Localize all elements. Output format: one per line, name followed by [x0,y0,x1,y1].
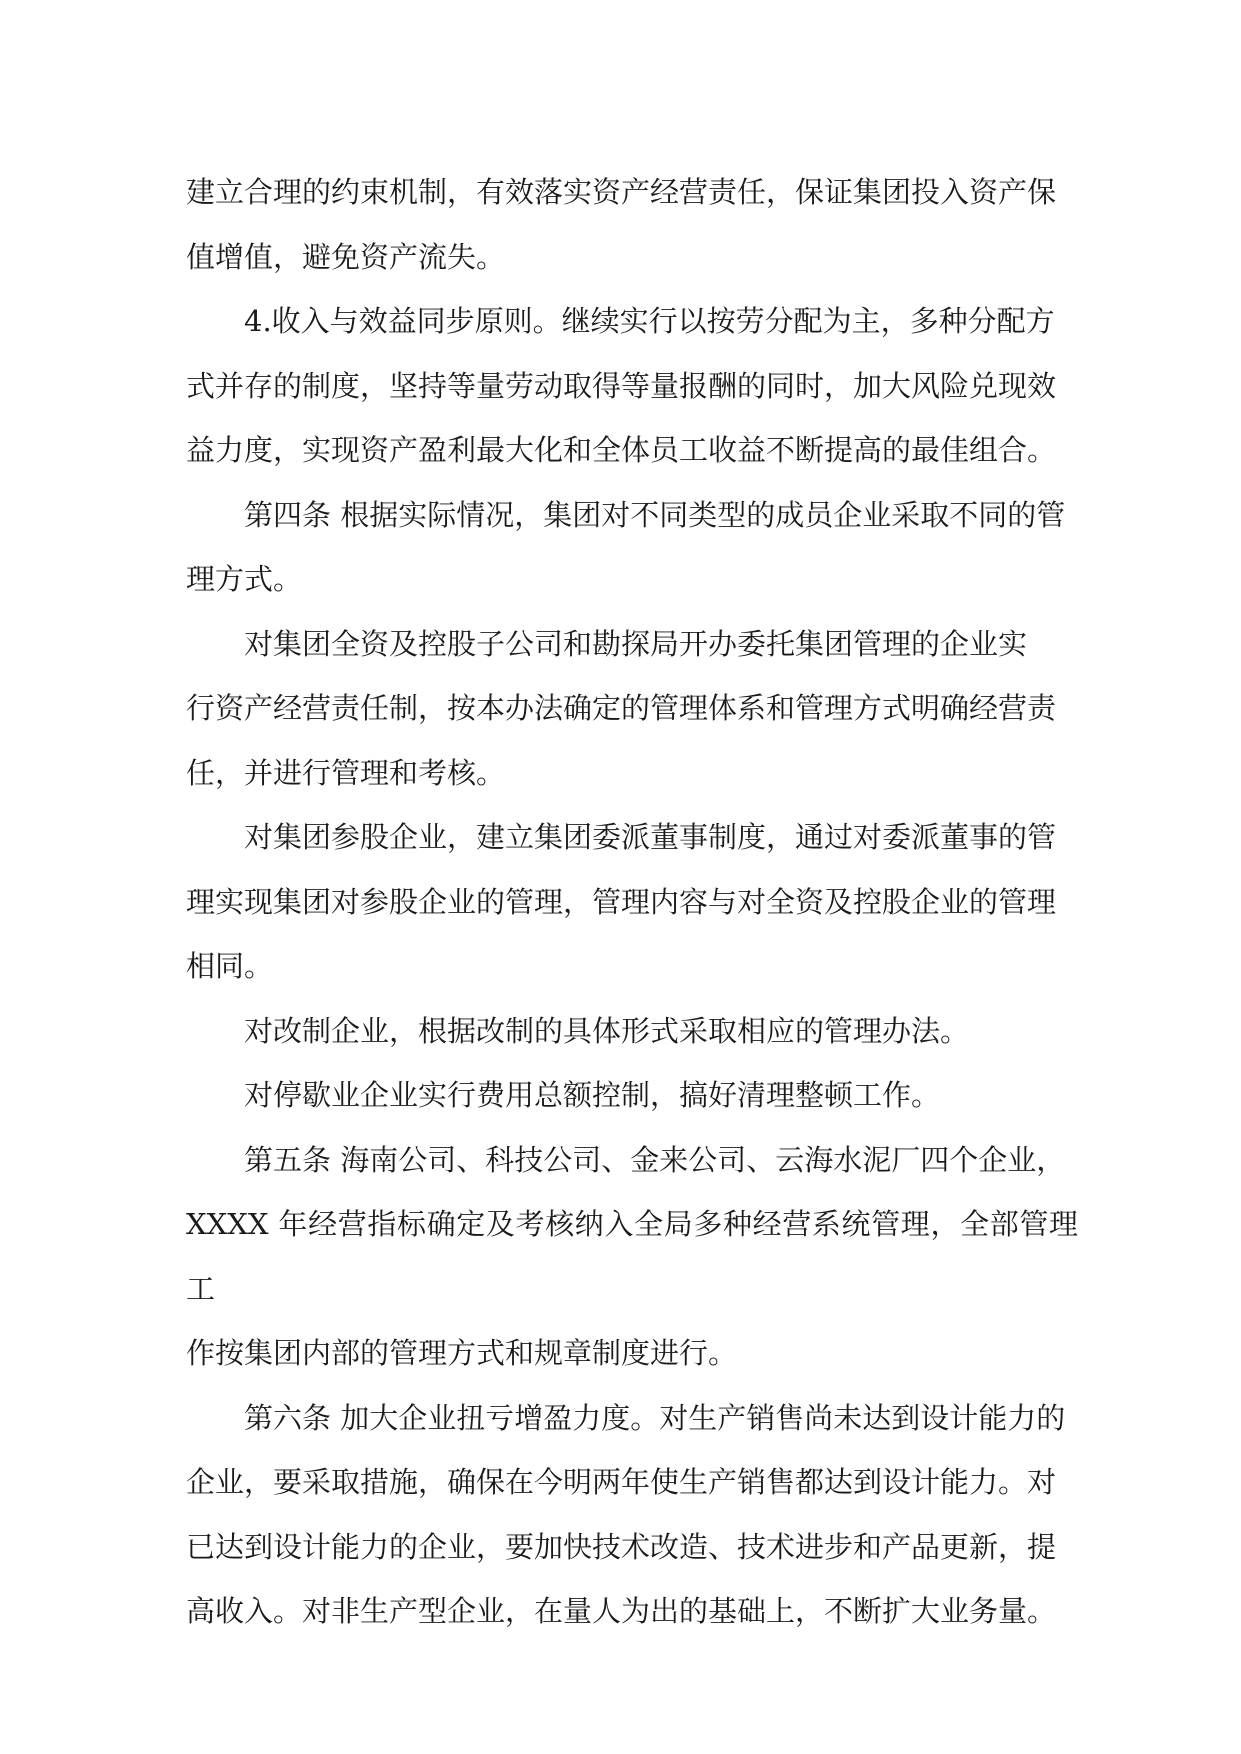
document-body [186,160,1078,1644]
paragraph: 4.收入与效益同步原则。继续实行以按劳分配为主，多种分配方 式并存的制度，坚持等量劳动取得等量报酬的同时，加大风险兑现效 益力度，实现资产盈利最大化和全体员工收益不断提高的最佳组合。 [186,304,1057,467]
paragraph: 对改制企业，根据改制的具体形式采取相应的管理办法。 [244,1013,970,1048]
paragraph: 对停歇业企业实行费用总额控制，搞好清理整顿工作。 [244,1078,941,1112]
paragraph: 对集团全资及控股子公司和勘探局开办委托集团管理的企业实 行资产经营责任制，按本办法确定的管理体系和管理方式明确经营责 任，并进行管理和考核。 [186,626,1057,790]
paragraph: 第四条 根据实际情况，集团对不同类型的成员企业采取不同的管 理方式。 [186,497,1066,596]
paragraph: 建立合理的约束机制，有效落实资产经营责任，保证集团投入资产保 值增值，避免资产流失。 [186,175,1057,274]
paragraph: 对集团参股企业，建立集团委派董事制度，通过对委派董事的管 理实现集团对参股企业的管理，管理内容与对全资及控股企业的管理 相同。 [186,820,1057,983]
paragraph: 第六条 加大企业扭亏增盈力度。对生产销售尚未达到设计能力的 企业，要采取措施，确保在今明两年使生产销售都达到设计能力。对 已达到设计能力的企业，要加快技术改造、技术进步和产品更新，提 高收入。对非生产型企业，在量人为出的基础上，不断扩大业务量。 [186,1400,1066,1628]
paragraph: 第五条 海南公司、科技公司、金来公司、云海水泥厂四个企业， XXXX 年经营指标确定及考核纳入全局多种经营系统管理，全部管理工 作按集团内部的管理方式和规章制度进行。 [186,1142,1078,1370]
